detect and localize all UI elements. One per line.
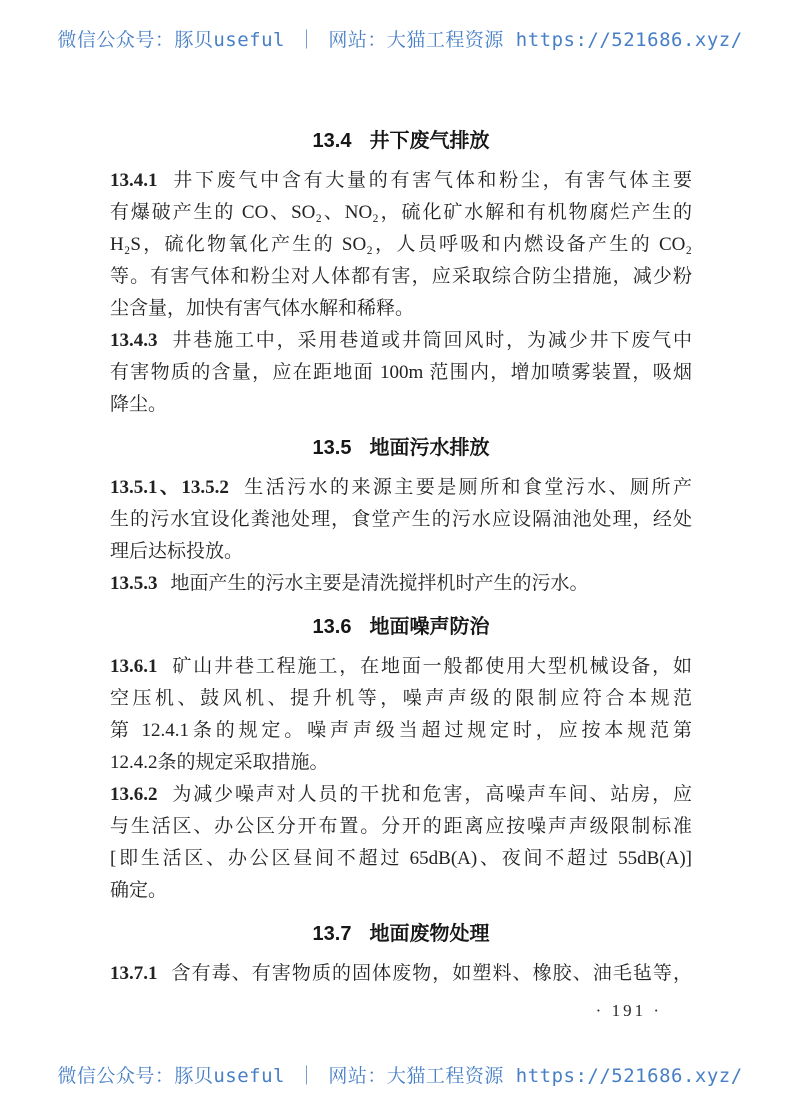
section-title: 地面废物处理	[369, 923, 490, 945]
clause-first-line	[110, 165, 692, 197]
text-line: 尘含量，加快有害气体水解和稀释。	[110, 298, 415, 319]
clause-number: 13.6.1	[110, 656, 158, 677]
text-line: 有害物质的含量，应在距地面 100m 范围内，增加喷雾装置，吸烟	[110, 362, 692, 383]
clause-13-5-1-2	[110, 472, 692, 568]
page-number: · 191 ·	[595, 1001, 662, 1020]
section-number: 13.5	[312, 437, 352, 459]
section-title: 地面污水排放	[369, 437, 490, 459]
clause-number: 13.5.1、13.5.2	[110, 477, 229, 498]
watermark-footer: 微信公众号：豚贝useful ｜ 网站：大猫工程资源 https://521686.xyz/	[57, 1065, 743, 1087]
watermark-header: 微信公众号：豚贝useful ｜ 网站：大猫工程资源 https://521686.xyz/	[57, 29, 743, 51]
clause-number: 13.6.2	[110, 784, 158, 805]
section-number: 13.4	[312, 130, 352, 152]
text-line: 与生活区、办公区分开布置。分开的距离应按噪声声级限制标准	[110, 816, 692, 837]
text-line: H₂S，硫化物氧化产生的 SO₂，人员呼吸和内燃设备产生的 CO₂	[110, 234, 692, 255]
section-heading-13-7	[110, 919, 692, 949]
clause-13-6-2	[110, 779, 692, 907]
section-number: 13.7	[312, 923, 352, 945]
clause-number: 13.5.3	[110, 573, 158, 594]
clause-13-7-1	[110, 958, 692, 990]
clause-text: 生活污水的来源主要是厕所和食堂污水、厕所产	[241, 477, 692, 498]
text-line: 第 12.4.1条的规定。噪声声级当超过规定时，应按本规范第	[110, 720, 692, 741]
clause-first-line	[110, 472, 692, 504]
section-heading-13-4	[110, 126, 692, 156]
clause-first-line	[110, 651, 692, 683]
text-line: 等。有害气体和粉尘对人体都有害，应采取综合防尘措施，减少粉	[110, 266, 692, 287]
clause-first-line	[110, 325, 692, 357]
clause-13-4-3	[110, 325, 692, 421]
clause-first-line	[110, 958, 692, 990]
section-title: 井下废气排放	[369, 130, 490, 152]
text-line: 降尘。	[110, 394, 168, 415]
text-line: 确定。	[110, 880, 168, 901]
clause-13-6-1	[110, 651, 692, 779]
section-heading-13-6	[110, 612, 692, 642]
clause-first-line	[110, 779, 692, 811]
text-line: [即生活区、办公区昼间不超过 65dB(A)、夜间不超过 55dB(A)]	[110, 848, 692, 869]
text-line: 12.4.2条的规定采取措施。	[110, 752, 329, 773]
clause-first-line	[110, 568, 692, 600]
clause-text: 地面产生的污水主要是清洗搅拌机时产生的污水。	[170, 573, 589, 594]
section-title: 地面噪声防治	[369, 616, 490, 638]
clause-text: 井巷施工中，采用巷道或井筒回风时，为减少井下废气中	[170, 330, 692, 351]
text-line: 理后达标投放。	[110, 541, 244, 562]
clause-13-4-1	[110, 165, 692, 325]
text-line: 空压机、鼓风机、提升机等，噪声声级的限制应符合本规范	[110, 688, 692, 709]
text-line: 有爆破产生的 CO、SO₂、NO₂，硫化矿水解和有机物腐烂产生的	[110, 202, 692, 223]
clause-text: 为减少噪声对人员的干扰和危害，高噪声车间、站房，应	[170, 784, 692, 805]
clause-number: 13.4.3	[110, 330, 158, 351]
clause-13-5-3	[110, 568, 692, 600]
document-content	[110, 126, 692, 1024]
text-line: 生的污水宜设化粪池处理，食堂产生的污水应设隔油池处理，经处	[110, 509, 692, 530]
clause-number: 13.7.1	[110, 963, 158, 984]
clause-text: 井下废气中含有大量的有害气体和粉尘，有害气体主要	[170, 170, 692, 191]
clause-text: 矿山井巷工程施工，在地面一般都使用大型机械设备，如	[170, 656, 692, 677]
section-heading-13-5	[110, 433, 692, 463]
clause-number: 13.4.1	[110, 170, 158, 191]
clause-text: 含有毒、有害物质的固体废物，如塑料、橡胶、油毛毡等，	[170, 963, 692, 984]
section-number: 13.6	[312, 616, 352, 638]
